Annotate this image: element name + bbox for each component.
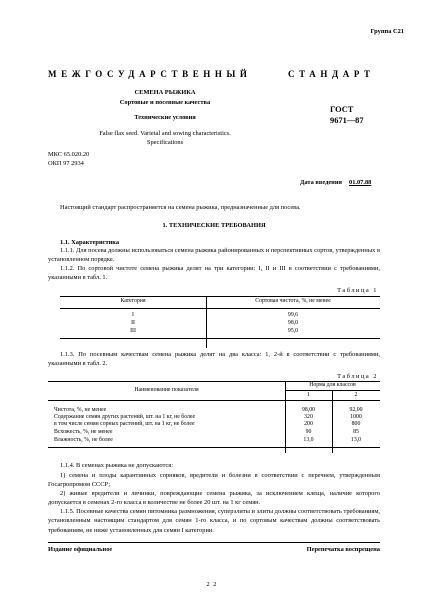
table1-cell-cat-3: III bbox=[130, 328, 136, 334]
gost-number: 9671—87 bbox=[330, 116, 364, 125]
table2-row-v2-1: 92,00 bbox=[349, 407, 363, 413]
table2-col-norm: Норма для классов bbox=[309, 382, 356, 388]
table2-row-v2-3: 800 bbox=[351, 421, 361, 427]
group-label: Группа С21 bbox=[370, 28, 404, 35]
table2-row-v1-1: 98,00 bbox=[301, 407, 316, 413]
paragraph-114-1 bbox=[48, 471, 380, 490]
date-label: Дата введения bbox=[300, 179, 342, 186]
footer-rule bbox=[48, 542, 380, 543]
table2-row-name-2: Содержание семян других растений, шт. на 1 кг, не более bbox=[54, 414, 196, 420]
table1-cell-cat-2: II bbox=[131, 320, 135, 326]
paragraph-113 bbox=[48, 350, 380, 369]
table2-col-class-2: 2 bbox=[354, 392, 358, 398]
table1-col-category: Категория bbox=[120, 298, 146, 304]
table1-caption: Таблица 1 bbox=[337, 287, 378, 294]
table1-col-purity: Сортовая чистота, %, не менее bbox=[255, 298, 331, 304]
footer-right: Перепечатка воспрещена bbox=[306, 546, 380, 553]
table2-row-name-4: Всхожесть, %, не менее bbox=[54, 429, 113, 435]
section-heading: 1. ТЕХНИЧЕСКИЕ ТРЕБОВАНИЯ bbox=[162, 222, 266, 229]
banner-left: МЕЖГОСУДАРСТВЕННЫЙ bbox=[48, 69, 252, 79]
table1 bbox=[60, 296, 380, 348]
table2-row-v2-2: 1000 bbox=[350, 414, 362, 420]
table2-col-name: Наименование показателя bbox=[134, 387, 199, 393]
table2-row-v1-4: 90 bbox=[305, 429, 312, 435]
date-value: 01.07.88 bbox=[349, 179, 372, 186]
intro-paragraph bbox=[48, 203, 380, 212]
table2-row-v2-4: 85 bbox=[353, 429, 359, 435]
table2-row-name-1: Чистота, %, не менее bbox=[54, 407, 107, 413]
table2-row-name-3: в том числе семян сорных растений, шт. на 1 кг, не более bbox=[54, 421, 195, 427]
english-title-2: Specifications bbox=[146, 139, 184, 146]
banner-right: СТАНДАРТ bbox=[288, 69, 375, 79]
paragraph-114-2 bbox=[48, 489, 380, 508]
table2 bbox=[48, 381, 380, 453]
sub-heading: 1.1. Характеристика bbox=[60, 239, 120, 246]
table1-cell-val-2: 98,0 bbox=[287, 320, 299, 326]
paragraph-114-2-text: 2) живые вредители и личинки, повреждающие семена рыжика, за исключением клеща, наличие которого допускается в семенах 2-го класса в количестве не более 20 шт. на 1 кг семян. bbox=[48, 490, 380, 507]
doc-subtitle2: Технические условия bbox=[134, 114, 196, 121]
paragraph-114-text: 1.1.4. В семенах рыжика не допускаются: bbox=[60, 462, 173, 469]
footer-left: Издание официальное bbox=[48, 546, 113, 553]
paragraph-112 bbox=[48, 264, 380, 283]
page-number: 2 2 bbox=[206, 581, 218, 588]
intro-text: Настоящий стандарт распространяется на семена рыжика, предназначенные для посева. bbox=[60, 204, 301, 211]
paragraph-115-text: 1.1.5. Посевные качества семян питомника размножения, суперэлиты и элиты должны соответствовать требованиям, установленным настоящим стандартом для семян 1-го класса, и по сортовым качествам должны соответствовать требованиям, не ниже установленных для семян I категории. bbox=[48, 508, 380, 534]
paragraph-111 bbox=[48, 246, 380, 265]
paragraph-111-text: 1.1.1. Для посева должны использоваться семена рыжика районированных и перспективных сортов, утвержденных в установленном порядке. bbox=[48, 247, 380, 264]
doc-subtitle: Сортовые и посевные качества bbox=[119, 99, 211, 106]
doc-title: СЕМЕНА РЫЖИКА bbox=[134, 89, 196, 96]
english-title-1: False flax seed. Varietal and sowing characteristics. bbox=[99, 130, 231, 137]
table2-row-name-5: Влажность, %, не более bbox=[54, 437, 113, 443]
table1-cell-cat-1: I bbox=[132, 312, 134, 318]
table2-caption: Таблица 2 bbox=[337, 373, 378, 380]
table1-cell-val-1: 99,6 bbox=[287, 312, 299, 318]
mks-code: МКС 65.020.20 bbox=[48, 151, 90, 158]
gost-label: ГОСТ bbox=[330, 105, 354, 114]
paragraph-113-text: 1.1.3. По посевным качествам семена рыжика делят на два класса: 1, 2-й в соответствии с требованиями, указанными в табл. 2. bbox=[48, 351, 380, 368]
okp-code: ОКП 97 2934 bbox=[48, 160, 84, 167]
table2-col-class-1: 1 bbox=[307, 392, 310, 398]
paragraph-112-text: 1.1.2. По сортовой чистоте семена рыжика делят на три категории: I, II и III в соответствии с требованиями, указанными в табл. 1. bbox=[48, 265, 380, 282]
table2-row-v1-5: 13,0 bbox=[303, 437, 314, 443]
paragraph-114 bbox=[48, 461, 380, 470]
table2-row-v2-5: 13,0 bbox=[350, 437, 362, 443]
paragraph-115 bbox=[48, 507, 380, 535]
table1-cell-val-3: 95,0 bbox=[287, 328, 299, 334]
table2-row-v1-3: 200 bbox=[304, 421, 313, 427]
table2-row-v1-2: 320 bbox=[304, 414, 313, 420]
paragraph-114-1-text: 1) семена и плоды карантинных сорняков, вредители и болезни в соответствии с перечнем, утвержденным Госагропромом СССР; bbox=[48, 472, 380, 489]
